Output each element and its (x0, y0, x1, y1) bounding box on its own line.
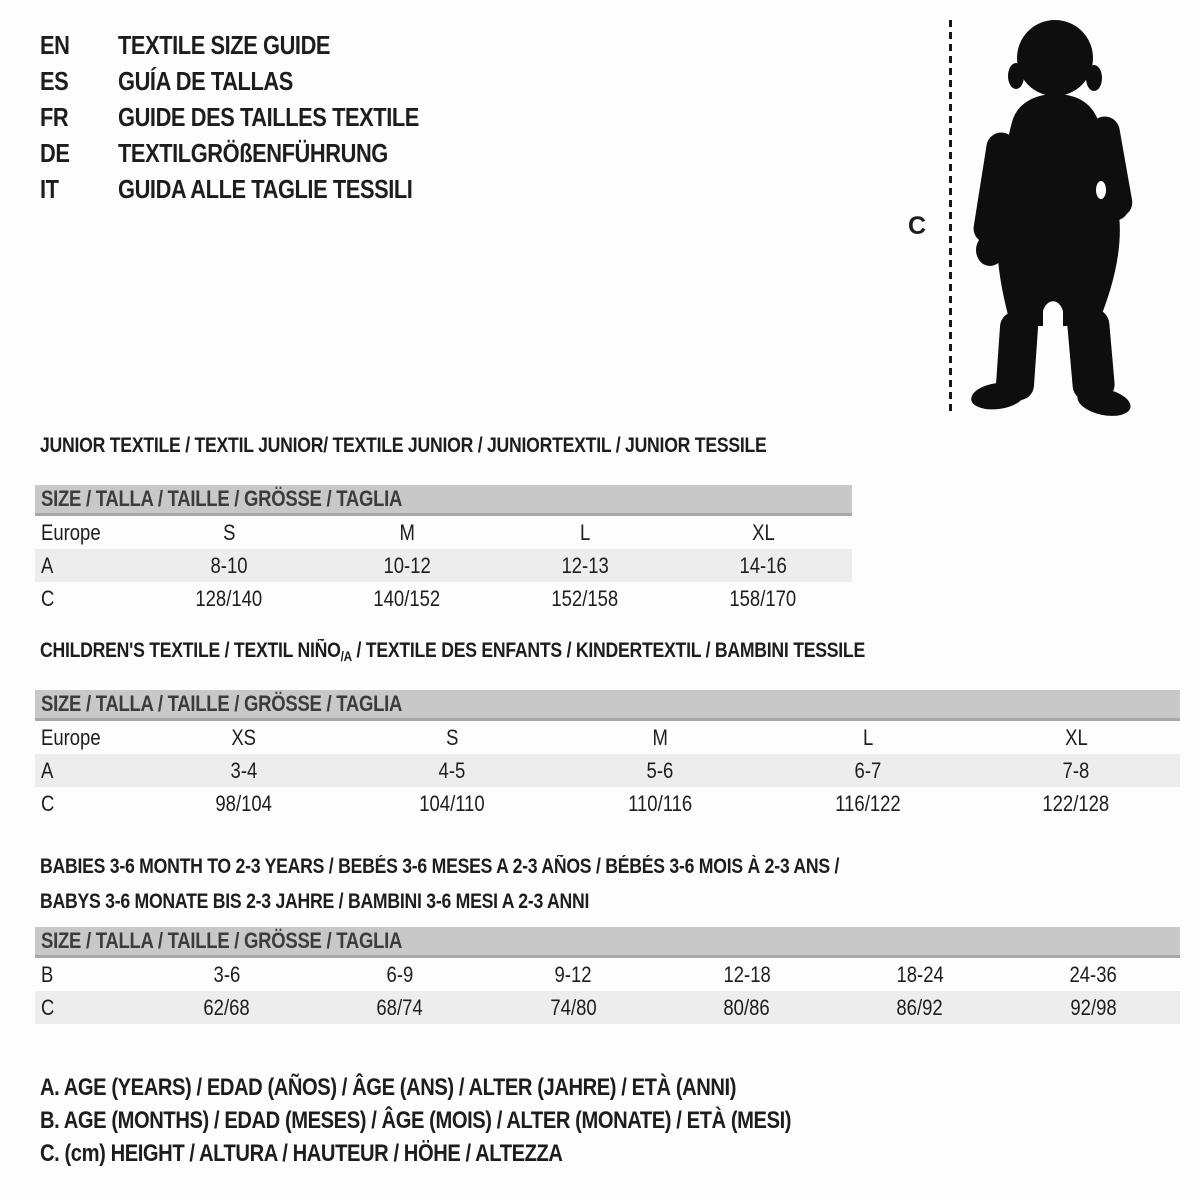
height-cell: 68/74 (376, 994, 424, 1020)
age-cell: 9-12 (554, 961, 592, 987)
row-label: C (41, 994, 55, 1020)
language-title-list (40, 27, 476, 207)
size-cell: S (222, 519, 236, 545)
junior-table-header: SIZE / TALLA / TAILLE / GRÖSSE / TAGLIA (35, 485, 852, 516)
size-cell: M (399, 519, 415, 545)
lang-row-fr (40, 99, 476, 135)
table-row (35, 721, 1180, 754)
lang-row-de (40, 135, 476, 171)
lang-row-es (40, 63, 476, 99)
age-cell: 12-13 (561, 552, 609, 578)
height-cell: 140/152 (373, 585, 441, 611)
size-cell: XS (231, 724, 257, 750)
lang-row-en (40, 27, 476, 63)
legend-line-c: C. (cm) HEIGHT / ALTURA / HAUTEUR / HÖHE / ALTEZZA (40, 1139, 563, 1167)
height-measure-label: C (908, 212, 927, 240)
age-cell: 4-5 (438, 757, 466, 783)
size-cell: XL (1064, 724, 1088, 750)
height-cell: 158/170 (729, 585, 797, 611)
table-row (35, 516, 852, 549)
legend-line-a: A. AGE (YEARS) / EDAD (AÑOS) / ÂGE (ANS) / ALTER (JAHRE) / ETÀ (ANNI) (40, 1073, 737, 1101)
table-row (35, 549, 852, 582)
row-label: Europe (41, 724, 101, 750)
height-cell: 128/140 (195, 585, 263, 611)
size-cell: XL (751, 519, 775, 545)
row-label: A (41, 757, 54, 783)
children-section-heading: CHILDREN'S TEXTILE / TEXTIL $NIÑO_{/A}$ / TEXTILE DES ENFANTS / KINDERTEXTIL / BAMBINI TESSILE (40, 639, 865, 664)
table-row (35, 582, 852, 615)
age-cell: 6-9 (386, 961, 414, 987)
height-cell: 152/158 (551, 585, 619, 611)
junior-section-heading: JUNIOR TEXTILE / TEXTIL JUNIOR/ TEXTILE JUNIOR / JUNIORTEXTIL / JUNIOR TESSILE (40, 434, 767, 457)
table-row (35, 754, 1180, 787)
nino-a-subscript: /A (340, 648, 352, 664)
lang-code: DE (40, 137, 70, 168)
age-cell: 8-10 (210, 552, 248, 578)
toddler-silhouette-icon (966, 14, 1138, 418)
height-measure-dashed-line (949, 20, 952, 416)
table-row (35, 787, 1180, 820)
size-cell: L (862, 724, 874, 750)
babies-table-header: SIZE / TALLA / TAILLE / GRÖSSE / TAGLIA (35, 927, 1180, 958)
lang-code: ES (40, 65, 69, 96)
measure-legend (40, 1071, 934, 1170)
age-cell: 18-24 (896, 961, 944, 987)
legend-line-b: B. AGE (MONTHS) / EDAD (MESES) / ÂGE (MOIS) / ALTER (MONATE) / ETÀ (MESI) (40, 1106, 792, 1134)
age-cell: 14-16 (739, 552, 787, 578)
guide-title: TEXTILE SIZE GUIDE (118, 29, 331, 60)
guide-title: TEXTILGRÖßENFÜHRUNG (118, 137, 388, 168)
height-cell: 122/128 (1042, 790, 1110, 816)
babies-section-heading: BABIES 3-6 MONTH TO 2-3 YEARS / BEBÉS 3-6 MESES A 2-3 AÑOS / BÉBÉS 3-6 MOIS À 2-3 ANS / BABYS 3-6 MONATE BIS 2-3 JAHRE / BAMBINI 3-6 MESI A 2-3 ANNI (40, 854, 840, 913)
row-label: Europe (41, 519, 101, 545)
age-cell: 7-8 (1062, 757, 1090, 783)
guide-title: GUIDA ALLE TAGLIE TESSILI (118, 173, 413, 204)
children-table-header: SIZE / TALLA / TAILLE / GRÖSSE / TAGLIA (35, 690, 1180, 721)
guide-title: GUIDE DES TAILLES TEXTILE (118, 101, 419, 132)
children-size-table (35, 690, 1180, 820)
lang-code: IT (40, 173, 59, 204)
age-cell: 10-12 (383, 552, 431, 578)
height-cell: 116/122 (835, 790, 901, 816)
lang-code: FR (40, 101, 69, 132)
height-cell: 110/116 (627, 790, 693, 816)
height-cell: 92/98 (1070, 994, 1117, 1020)
height-cell: 86/92 (896, 994, 944, 1020)
row-label: C (41, 790, 55, 816)
babies-size-table (35, 927, 1180, 1024)
junior-size-table (35, 485, 852, 615)
age-cell: 5-6 (646, 757, 674, 783)
lang-row-it (40, 171, 476, 207)
table-row (35, 991, 1180, 1024)
guide-title: GUÍA DE TALLAS (118, 65, 293, 96)
table-row (35, 958, 1180, 991)
row-label: C (41, 585, 55, 611)
size-cell: L (579, 519, 591, 545)
height-cell: 62/68 (203, 994, 250, 1020)
row-label: B (41, 961, 54, 987)
age-cell: 3-6 (213, 961, 241, 987)
size-cell: M (652, 724, 668, 750)
age-cell: 6-7 (854, 757, 882, 783)
height-cell: 74/80 (550, 994, 597, 1020)
size-cell: S (445, 724, 459, 750)
age-cell: 24-36 (1069, 961, 1117, 987)
height-cell: 80/86 (723, 994, 770, 1020)
age-cell: 12-18 (723, 961, 771, 987)
height-cell: 98/104 (215, 790, 273, 816)
row-label: A (41, 552, 54, 578)
lang-code: EN (40, 29, 70, 60)
age-cell: 3-4 (230, 757, 258, 783)
height-cell: 104/110 (419, 790, 485, 816)
